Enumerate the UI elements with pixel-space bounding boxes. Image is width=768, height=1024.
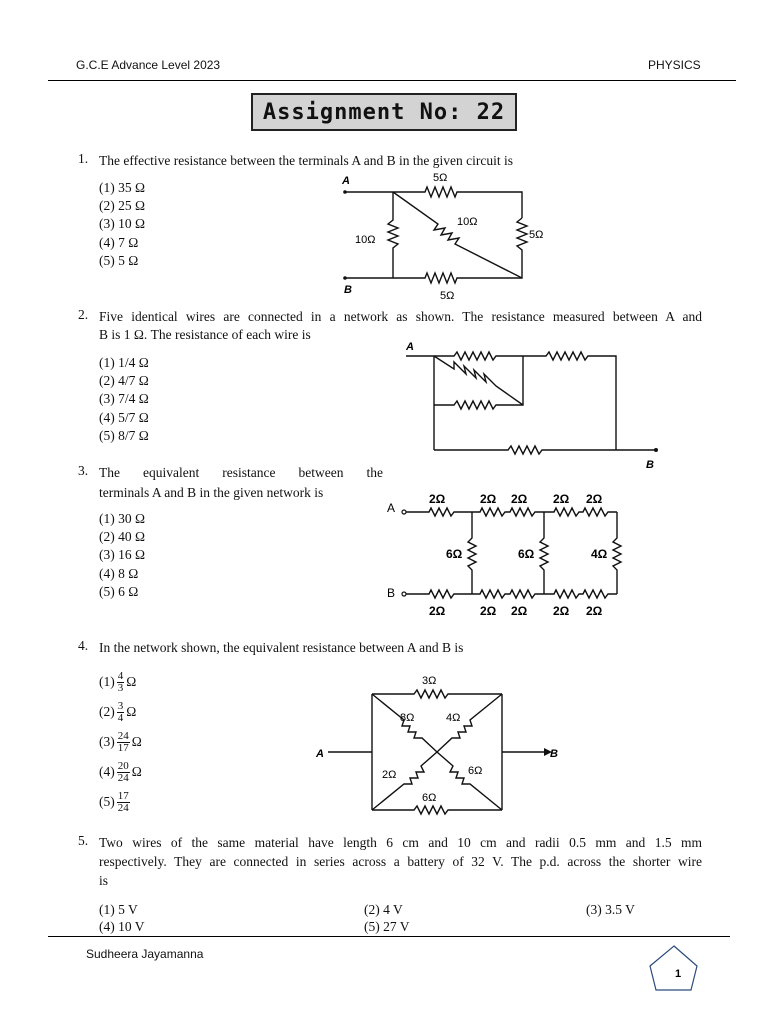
q1-option: (2) 25 Ω <box>99 198 146 214</box>
q4-option: (3) $\frac{24}{17}$ Ω <box>99 729 142 754</box>
q2-text-line1: Five identical wires are connected in a network as shown. The resistance measured between A and <box>99 309 702 324</box>
q2-option: (1) 1/4 Ω <box>99 355 149 370</box>
header-right: PHYSICS <box>648 58 701 72</box>
q5-number: 5. <box>78 833 89 848</box>
q5-text-line1: Two wires of the same material have length 6 cm and 10 cm and radii 0.5 mm and 1.5 mm <box>99 835 702 850</box>
fraction: $\frac{4}{3}$ <box>117 669 124 694</box>
fraction: $\frac{20}{24}$ <box>117 759 129 784</box>
q1-option: (1) 35 Ω <box>99 180 146 195</box>
footer-rule <box>48 936 730 937</box>
q1-label-bottom: 5Ω <box>440 290 455 302</box>
q5-text-line3: is <box>99 873 109 888</box>
q1-option: (5) 5 Ω <box>99 252 139 268</box>
q2-terminal-b: B <box>646 459 654 471</box>
q4-label-ll: 2Ω <box>382 769 397 781</box>
q3-bottom-label: 2Ω <box>480 604 497 618</box>
footer-author: Sudheera Jayamanna <box>86 947 204 961</box>
q2-option: (3) 7/4 Ω <box>99 391 149 407</box>
q5-option: (4) 10 V <box>99 919 145 934</box>
q3-top-label: 2Ω <box>553 492 570 506</box>
q4-label-ur: 4Ω <box>446 712 461 724</box>
q4-label-bottom: 6Ω <box>422 792 437 804</box>
q1-terminal-b: B <box>344 284 352 296</box>
q2-option: (5) 8/7 Ω <box>99 427 149 443</box>
q3-vertical-label: 6Ω <box>518 547 535 561</box>
q2-option: (2) 4/7 Ω <box>99 373 149 389</box>
q4-label-top: 3Ω <box>422 675 437 687</box>
q1-option: (3) 10 Ω <box>99 216 146 232</box>
q3-vertical-label: 6Ω <box>446 547 463 561</box>
q4-option: (2) $\frac{3}{4}$ Ω <box>99 699 137 724</box>
q1-label-right: 5Ω <box>529 229 544 241</box>
q3-text-line2: terminals A and B in the given network is <box>99 485 324 500</box>
q4-option: (4) $\frac{20}{24}$ Ω <box>99 759 142 784</box>
q2-terminal-a: A <box>406 341 414 353</box>
q3-top-label: 2Ω <box>480 492 497 506</box>
q3-text-line1: The equivalent resistance between the <box>99 465 383 480</box>
q3-top-label: 2Ω <box>511 492 528 506</box>
q5-option: (3) 3.5 V <box>586 902 635 917</box>
q4-number: 4. <box>78 638 89 653</box>
q3-bottom-label: 2Ω <box>553 604 570 618</box>
q3-terminal-a: A <box>387 501 396 515</box>
fraction: $\frac{3}{4}$ <box>117 699 124 724</box>
q3-bottom-label: 2Ω <box>586 604 603 618</box>
q5-option: (5) 27 V <box>364 919 410 934</box>
page-number-badge <box>648 944 700 992</box>
q3-option: (5) 6 Ω <box>99 583 139 599</box>
q4-options <box>99 667 142 817</box>
q2-option: (4) 5/7 Ω <box>99 409 149 425</box>
q1-option: (4) 7 Ω <box>99 234 139 250</box>
q3-terminal-b: B <box>387 586 396 600</box>
q3-option: (4) 8 Ω <box>99 565 139 581</box>
q3-bottom-label: 2Ω <box>429 604 446 618</box>
q3-top-label: 2Ω <box>586 492 603 506</box>
q1-label-left: 10Ω <box>355 234 376 246</box>
q3-option: (1) 30 Ω <box>99 511 146 526</box>
q4-label-ul: 8Ω <box>400 712 415 724</box>
q1-label-top: 5Ω <box>433 172 448 184</box>
header-rule <box>48 80 736 81</box>
q1-circuit-diagram <box>330 168 560 303</box>
q3-options <box>99 510 145 601</box>
q5-option: (1) 5 V <box>99 902 138 917</box>
q2-number: 2. <box>78 307 89 322</box>
q4-option: (5) $\frac{17}{24}$ <box>99 789 129 814</box>
q4-option: (1) $\frac{4}{3}$ Ω <box>99 669 137 694</box>
q2-options <box>99 354 149 445</box>
fraction: $\frac{17}{24}$ <box>117 789 129 814</box>
q2-network-diagram <box>396 338 666 473</box>
q3-bottom-label: 2Ω <box>511 604 528 618</box>
q4-label-lr: 6Ω <box>468 765 483 777</box>
q3-number: 3. <box>78 463 89 478</box>
q4-terminal-a: A <box>316 748 324 760</box>
q1-text: The effective resistance between the terminals A and B in the given circuit is <box>99 153 513 168</box>
q3-option: (3) 16 Ω <box>99 547 146 563</box>
q4-terminal-b: B <box>550 748 558 760</box>
assignment-title: Assignment No: 22 <box>251 93 517 131</box>
q3-vertical-label: 4Ω <box>591 547 608 561</box>
q5-text-line2: respectively. They are connected in series across a battery of 32 V. The p.d. across the shorter wire <box>99 854 702 869</box>
q3-ladder-network <box>384 488 644 623</box>
q1-label-diag: 10Ω <box>457 216 478 228</box>
fraction: $\frac{24}{17}$ <box>117 729 129 754</box>
q1-number: 1. <box>78 151 89 166</box>
q4-bridge-network <box>310 668 572 818</box>
q1-options <box>99 179 145 270</box>
q5-option: (2) 4 V <box>364 902 403 917</box>
q2-text-line2: B is 1 Ω. The resistance of each wire is <box>99 327 311 342</box>
q4-text: In the network shown, the equivalent resistance between A and B is <box>99 640 464 655</box>
page-number: 1 <box>674 968 682 980</box>
q1-terminal-a: A <box>342 175 350 187</box>
header-left: G.C.E Advance Level 2023 <box>76 58 221 72</box>
q3-option: (2) 40 Ω <box>99 529 146 545</box>
q3-top-label: 2Ω <box>429 492 446 506</box>
